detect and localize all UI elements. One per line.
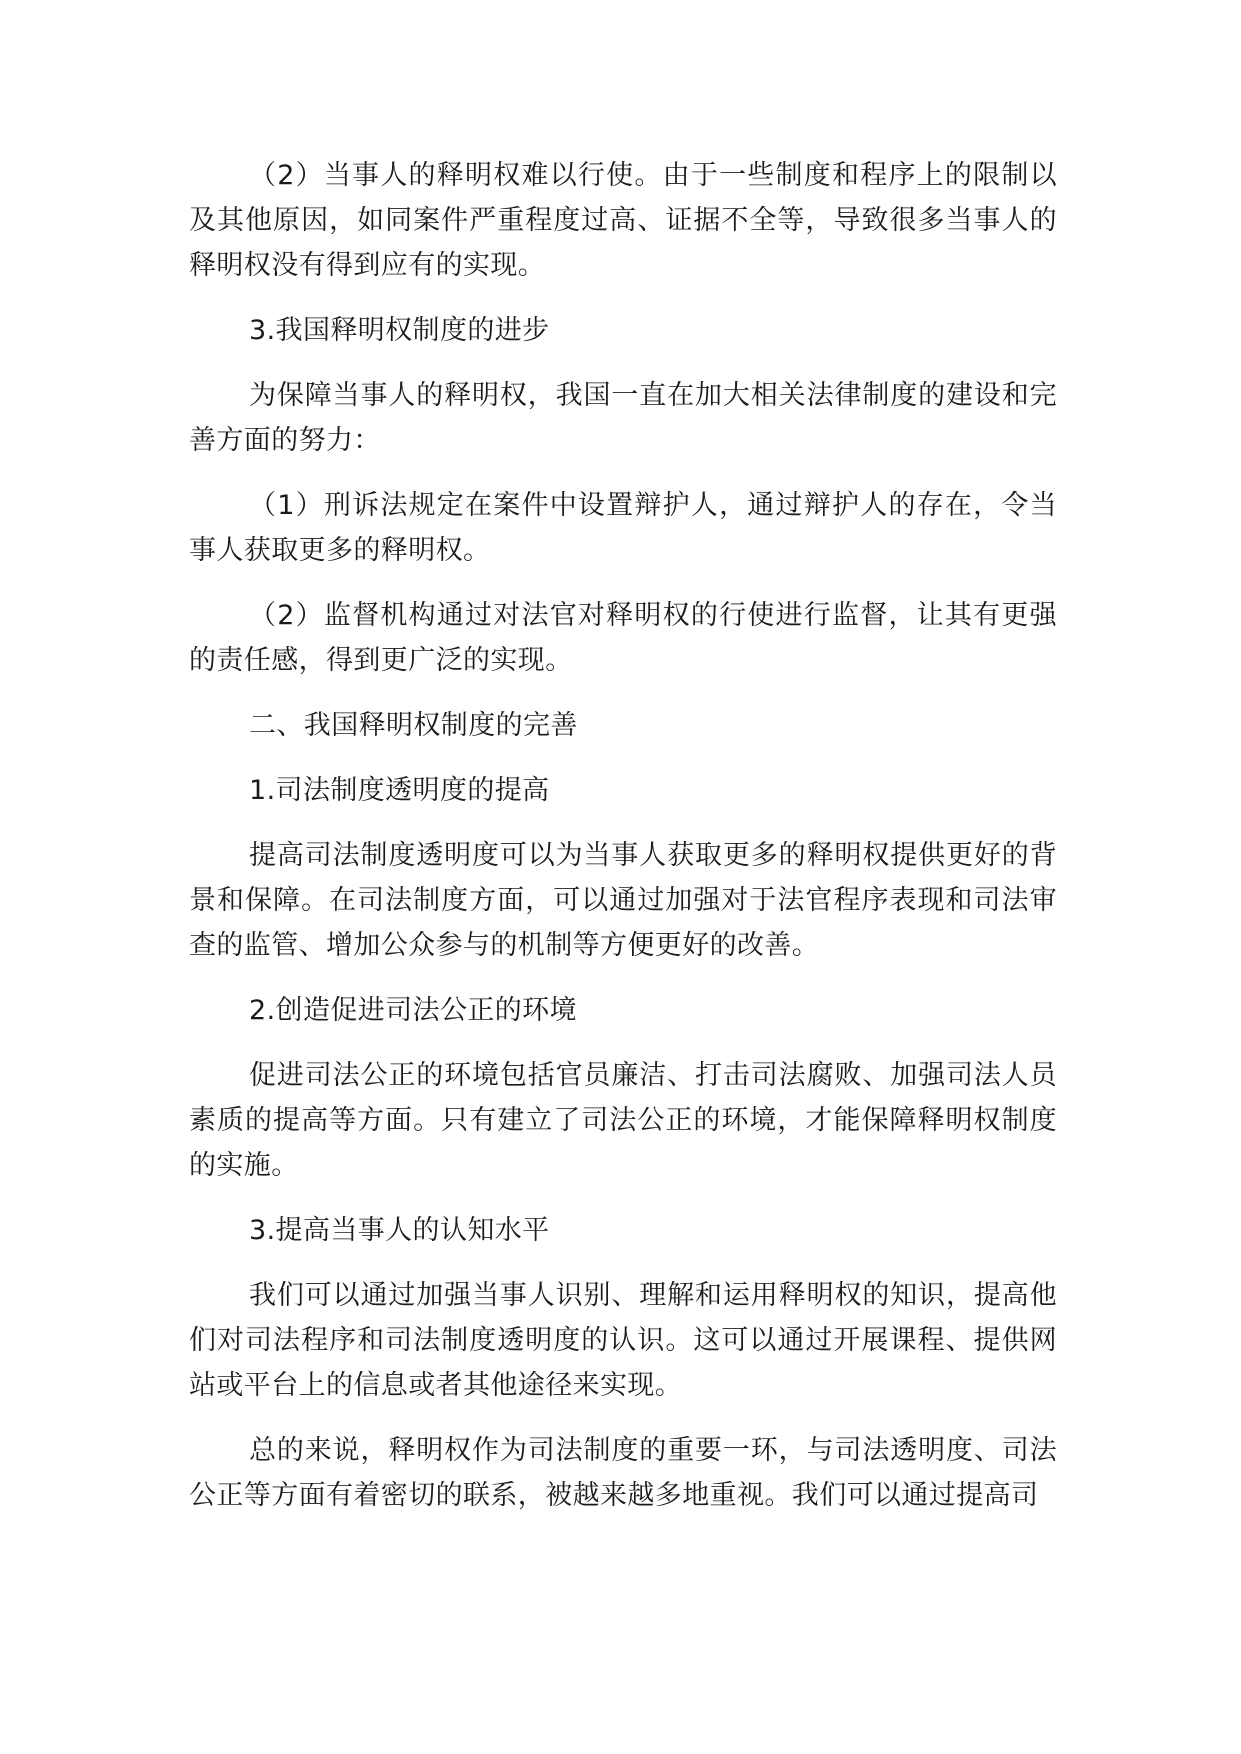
section-heading-awareness: 3.提高当事人的认知水平 <box>249 1215 550 1246</box>
paragraph-transparency: 提高司法制度透明度可以为当事人获取更多的释明权提供更好的背景和保障。在司法制度方面，可以通过加强对于法官程序表现和司法审查的监管、增加公众参与的机制等方便更好的改善。 <box>189 840 1057 961</box>
document-body <box>189 153 1057 1518</box>
paragraph-supervision: （2）监督机构通过对法官对释明权的行使进行监督，让其有更强的责任感，得到更广泛的实现。 <box>189 600 1057 676</box>
section-heading-transparency: 1.司法制度透明度的提高 <box>249 775 550 806</box>
chapter-heading-improvement: 二、我国释明权制度的完善 <box>249 710 578 741</box>
paragraph-progress-intro: 为保障当事人的释明权，我国一直在加大相关法律制度的建设和完善方面的努力： <box>189 380 1057 456</box>
section-heading-progress: 3.我国释明权制度的进步 <box>249 315 550 346</box>
paragraph-justice-environment: 促进司法公正的环境包括官员廉洁、打击司法腐败、加强司法人员素质的提高等方面。只有建立了司法公正的环境，才能保障释明权制度的实施。 <box>189 1060 1057 1181</box>
paragraph-awareness: 我们可以通过加强当事人识别、理解和运用释明权的知识，提高他们对司法程序和司法制度透明度的认识。这可以通过开展课程、提供网站或平台上的信息或者其他途径来实现。 <box>189 1280 1057 1401</box>
paragraph-defender-provision: （1）刑诉法规定在案件中设置辩护人，通过辩护人的存在，令当事人获取更多的释明权。 <box>189 490 1057 566</box>
paragraph-summary: 总的来说，释明权作为司法制度的重要一环，与司法透明度、司法公正等方面有着密切的联系，被越来越多地重视。我们可以通过提高司 <box>189 1435 1057 1511</box>
paragraph-claim-right-difficulty: （2）当事人的释明权难以行使。由于一些制度和程序上的限制以及其他原因，如同案件严重程度过高、证据不全等，导致很多当事人的释明权没有得到应有的实现。 <box>189 160 1057 281</box>
section-heading-justice-environment: 2.创造促进司法公正的环境 <box>249 995 577 1026</box>
